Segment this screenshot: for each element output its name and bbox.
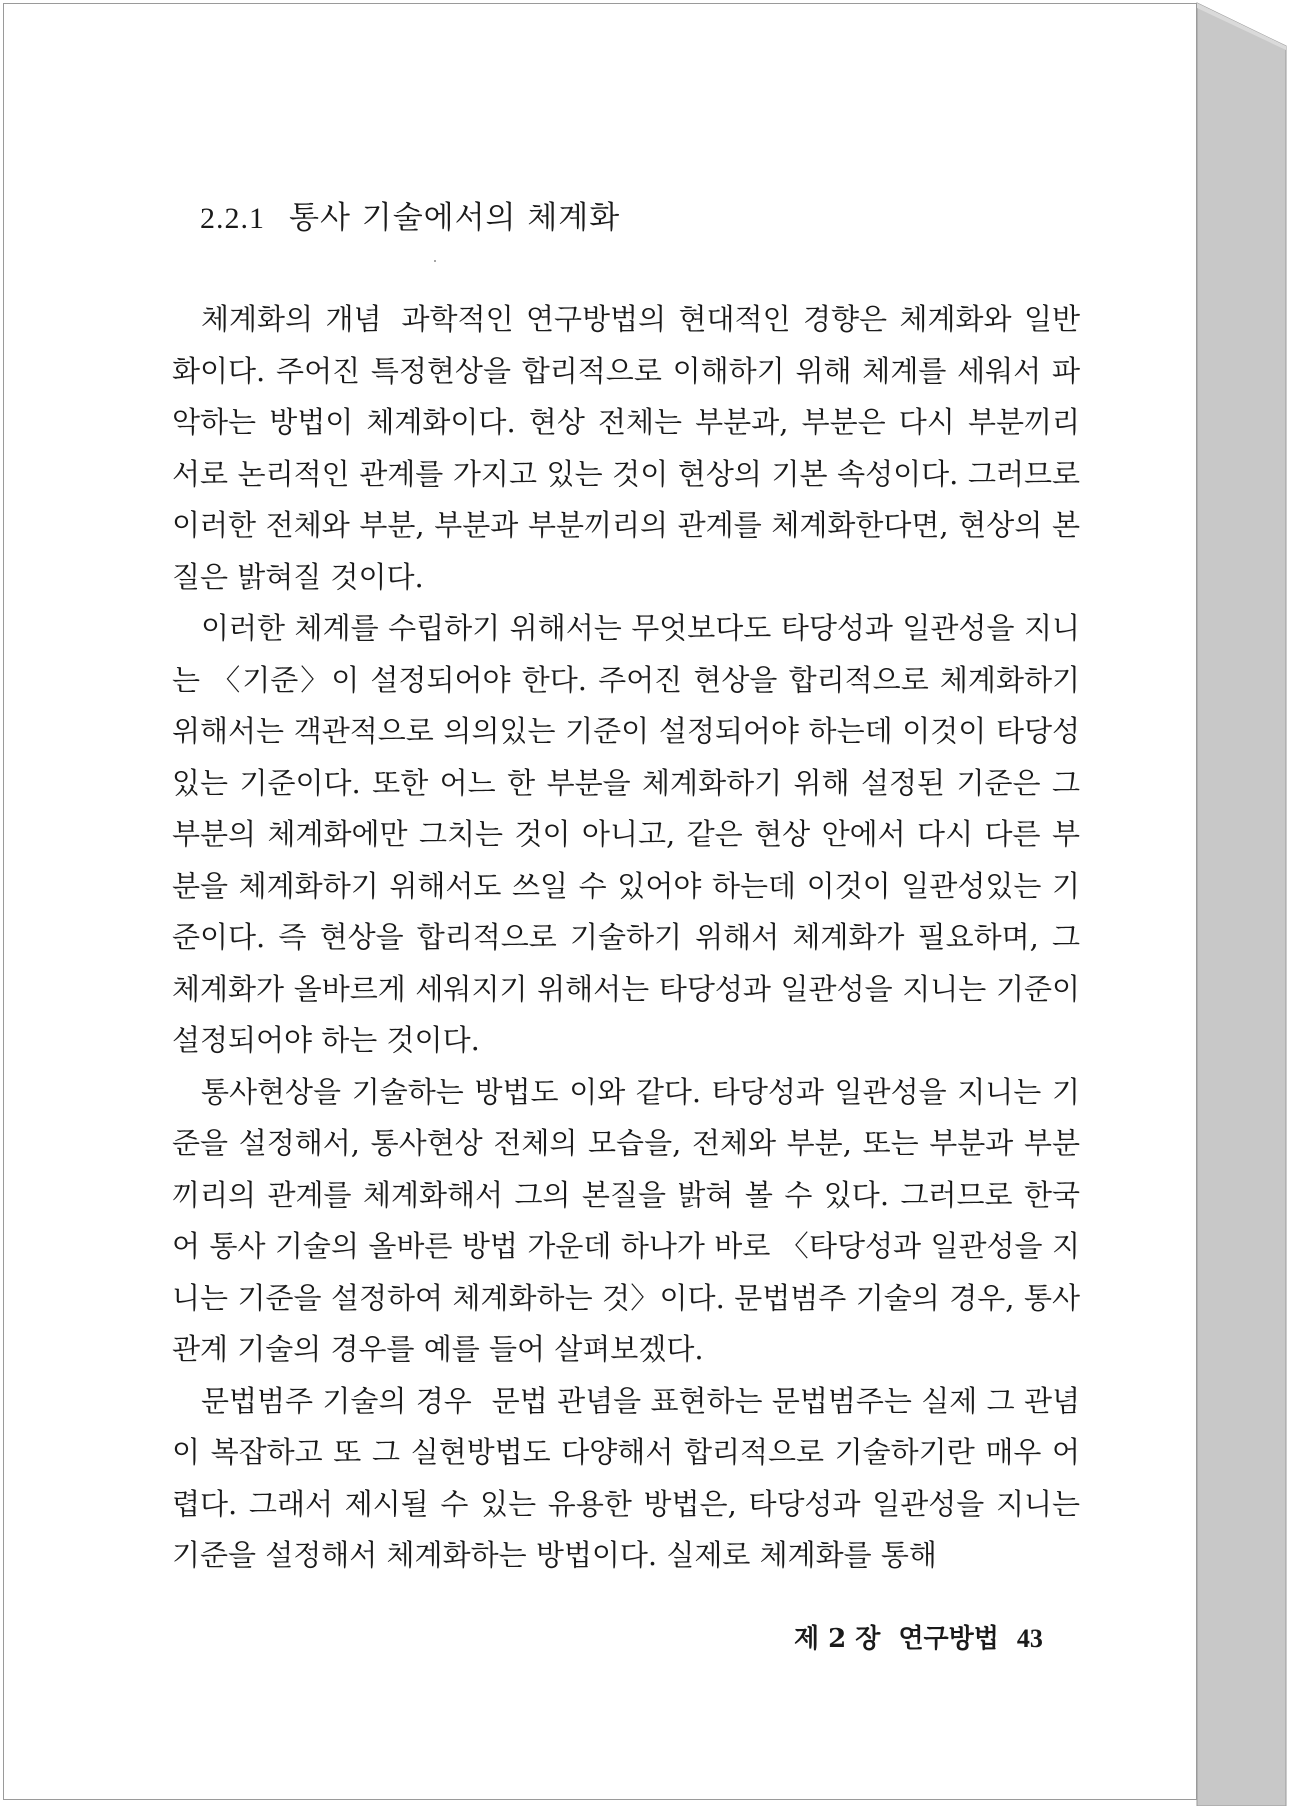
paragraph-label: 문법범주 기술의 경우 [201, 1383, 472, 1418]
footer-chapter: 제 2 장 [794, 1624, 881, 1654]
page-footer [794, 1618, 1043, 1655]
paragraph-grammar-category [172, 1376, 1080, 1582]
page-number: 43 [1016, 1624, 1043, 1653]
section-title: 통사 기술에서의 체계화 [289, 200, 621, 236]
paragraph-text: 과학적인 연구방법의 현대적인 경향은 체계화와 일반화이다. 주어진 특정현상을 합리적으로 이해하기 위해 체계를 세워서 파악하는 방법이 체계화이다. 현상 전체는 부분과, 부분은 다시 부분끼리 서로 논리적인 관계를 가지고 있는 것이 현상의 기본 속성이다. 그러므로 이러한 전체와 부분, 부분과 부분끼리의 관계를 체계화한다면, 현상의 본질은 밝혀질 것이다. [172, 302, 1080, 594]
body-text [172, 294, 1080, 1582]
paragraph-text: 이러한 체계를 수립하기 위해서는 무엇보다도 타당성과 일관성을 지니는 〈기준〉이 설정되어야 한다. 주어진 현상을 합리적으로 체계화하기 위해서는 객관적으로 의의있는 기준이 설정되어야 하는데 이것이 타당성있는 기준이다. 또한 어느 한 부분을 체계화하기 위해 설정된 기준은 그 부분의 체계화에만 그치는 것이 아니고, 같은 현상 안에서 다시 다른 부분을 체계화하기 위해서도 쓰일 수 있어야 하는데 이것이 일관성있는 기준이다. 즉 현상을 합리적으로 기술하기 위해서 체계화가 필요하며, 그 체계화가 올바르게 세워지기 위해서는 타당성과 일관성을 지니는 기준이 설정되어야 하는 것이다. [172, 611, 1080, 1057]
paragraph-concept [172, 294, 1080, 603]
scan-speck [434, 260, 436, 262]
paragraph-label: 체계화의 개념 [201, 302, 382, 336]
paragraph-text: 통사현상을 기술하는 방법도 이와 같다. 타당성과 일관성을 지니는 기준을 설정해서, 통사현상 전체의 모습을, 전체와 부분, 또는 부분과 부분끼리의 관계를 체계화해서 그의 본질을 밝혀 볼 수 있다. 그러므로 한국어 통사 기술의 올바른 방법 가운데 하나가 바로 〈타당성과 일관성을 지니는 기준을 설정하여 체계화하는 것〉이다. 문법범주 기술의 경우, 통사 관계 기술의 경우를 예를 들어 살펴보겠다. [172, 1074, 1080, 1366]
footer-chapter-title: 연구방법 [898, 1624, 999, 1654]
section-heading [200, 192, 620, 237]
paragraph-criteria [172, 603, 1080, 1067]
paragraph-text: 문법 관념을 표현하는 문법범주는 실제 그 관념이 복잡하고 또 그 실현방법도 다양해서 합리적으로 기술하기란 매우 어렵다. 그래서 제시될 수 있는 유용한 방법은, 타당성과 일관성을 지니는 기준을 설정해서 체계화하는 방법이다. 실제로 체계화를 통해 [172, 1383, 1080, 1572]
section-number: 2.2.1 [200, 202, 265, 235]
book-page [3, 3, 1197, 1800]
paragraph-syntax-method [172, 1067, 1080, 1376]
